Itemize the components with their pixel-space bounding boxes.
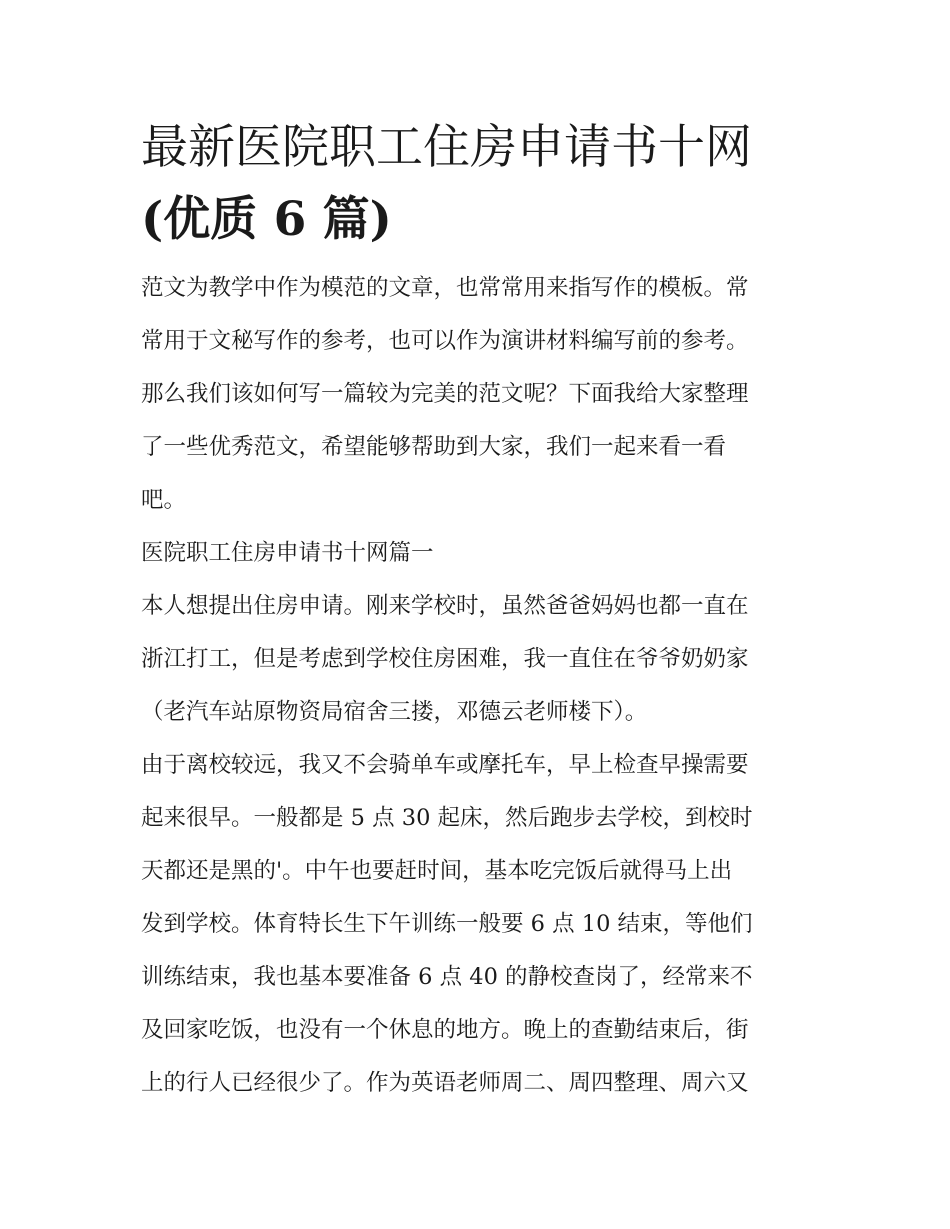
text-line: 起来很早。一般都是 5 点 30 起床，然后跑步去学校，到校时 <box>141 805 753 831</box>
text-line: 上的行人已经很少了。作为英语老师周二、周四整理、周六又 <box>141 1070 749 1096</box>
text-line: 范文为教学中作为模范的文章，也常常用来指写作的模板。常 <box>141 275 749 301</box>
title-line-1: 最新医院职工住房申请书十网 <box>141 120 752 175</box>
intro-paragraph <box>141 262 821 527</box>
text-line: 及回家吃饭，也没有一个休息的地方。晚上的查勤结束后，街 <box>141 1017 749 1043</box>
title-line-2: (优质 6 篇) <box>141 192 392 247</box>
document-title <box>141 112 821 256</box>
text-line: （老汽车站原物资局宿舍三搂，邓德云老师楼下）。 <box>141 699 648 725</box>
body-paragraph-2 <box>141 739 821 1110</box>
body-paragraph-1 <box>141 580 821 739</box>
text-line: 那么我们该如何写一篇较为完美的范文呢？下面我给大家整理 <box>141 381 749 407</box>
text-line: 由于离校较远，我又不会骑单车或摩托车，早上检查早操需要 <box>141 752 749 778</box>
text-line: 天都还是黑的'。中午也要赶时间，基本吃完饭后就得马上出 <box>141 858 733 884</box>
section-heading-text: 医院职工住房申请书十网篇一 <box>141 540 434 566</box>
text-line: 训练结束，我也基本要准备 6 点 40 的静校查岗了，经常来不 <box>141 964 753 990</box>
text-line: 浙江打工，但是考虑到学校住房困难，我一直住在爷爷奶奶家 <box>141 646 749 672</box>
text-line: 本人想提出住房申请。刚来学校时，虽然爸爸妈妈也都一直在 <box>141 593 749 619</box>
document-content <box>141 112 821 1110</box>
section-heading <box>141 527 821 580</box>
text-line: 常用于文秘写作的参考，也可以作为演讲材料编写前的参考。 <box>141 328 749 354</box>
text-line: 了一些优秀范文，希望能够帮助到大家，我们一起来看一看 <box>141 434 727 460</box>
text-line: 吧。 <box>141 487 187 513</box>
document-body <box>141 262 821 1110</box>
text-line: 发到学校。体育特长生下午训练一般要 6 点 10 结束，等他们 <box>141 911 753 937</box>
